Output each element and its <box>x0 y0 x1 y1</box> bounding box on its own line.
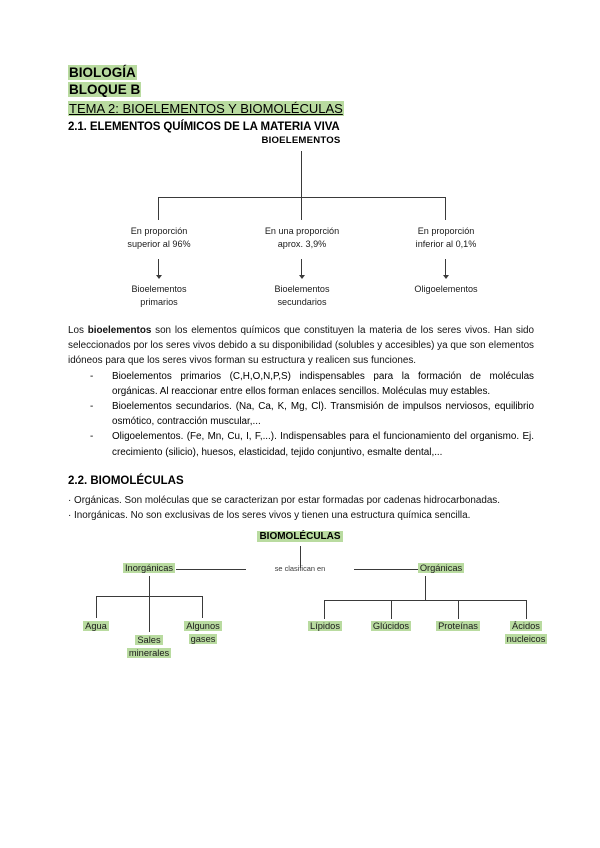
diagram2-left-leaf-2 <box>119 634 179 659</box>
diagram1-branch-3-proportion <box>375 225 517 250</box>
diagram2-left-drop-3 <box>202 596 203 618</box>
biomoleculas-diagram-title <box>220 531 380 542</box>
diagram2-right-leaf-1-line1: Lípidos <box>310 621 340 632</box>
bioelementos-bullet-list <box>68 369 534 460</box>
diagram1-root-stem <box>301 151 302 197</box>
biomoleculas-diagram-title-text: BIOMOLÉCULAS <box>259 531 341 543</box>
diagram2-right-drop-4 <box>526 600 527 619</box>
diagram1-branch-3-proportion-line1: En proporción <box>417 226 475 236</box>
bioelementos-diagram <box>68 135 534 323</box>
bioelementos-intro-paragraph <box>68 323 534 369</box>
diagram1-branch-3-proportion-line2: inferior al 0,1% <box>415 238 477 249</box>
diagram2-right-branch-label-text: Orgánicas <box>419 563 463 574</box>
biomoleculas-diagram <box>68 531 546 679</box>
diagram1-result-3-line1: Oligoelementos <box>414 284 478 294</box>
diagram1-drop-2 <box>301 197 302 220</box>
diagram2-left-leaf-3 <box>172 620 234 645</box>
diagram1-branch-1-proportion <box>88 225 230 250</box>
diagram2-right-branch-label <box>398 562 484 575</box>
diagram2-left-branch-label-text: Inorgánicas <box>124 563 174 574</box>
bullet-marker: - <box>90 401 94 413</box>
list-item <box>90 399 534 429</box>
bullet-text: Bioelementos secundarios. (Na, Ca, K, Mg, Cl). Transmisión de impulsos nerviosos, equilibrio osmótico, contracción muscular,... <box>112 401 534 428</box>
document-title-1-text: BIOLOGÍA <box>69 65 136 80</box>
diagram2-right-leaf-1 <box>296 620 354 633</box>
diagram1-branch-2-proportion-line1: En una proporción <box>264 226 340 236</box>
section-1-heading: 2.1. ELEMENTOS QUÍMICOS DE LA MATERIA VIVA <box>68 121 340 133</box>
diagram1-arrow-head-3 <box>443 275 449 279</box>
diagram2-left-leaf-2-line2: minerales <box>128 647 170 658</box>
document-title-line-2 <box>68 81 534 98</box>
diagram2-right-drop-2 <box>391 600 392 619</box>
document-content <box>68 64 546 679</box>
bullet-marker: - <box>90 370 94 382</box>
diagram2-connector-label: se clasifican en <box>274 564 326 574</box>
diagram2-left-leaf-1 <box>66 620 126 633</box>
document-title-2-text: BLOQUE B <box>69 82 141 97</box>
diagram2-right-leaf-4-line1: Ácidos <box>512 621 540 632</box>
tema-heading <box>68 100 534 118</box>
diagram2-left-stem <box>149 576 150 596</box>
diagram1-branch-2-proportion-line2: aprox. 3,9% <box>277 238 327 249</box>
diagram2-left-leaf-2-line1: Sales <box>137 635 161 646</box>
diagram2-left-leaf-1-line1: Agua <box>85 621 107 632</box>
diagram1-drop-3 <box>445 197 446 220</box>
list-item <box>90 429 534 459</box>
diagram2-right-bar <box>324 600 526 601</box>
diagram2-left-branch-label <box>106 562 192 575</box>
diagram1-result-2-line1: Bioelementos <box>274 284 330 294</box>
diagram2-right-leaf-4-line2: nucleicos <box>506 633 546 644</box>
list-item <box>90 369 534 399</box>
diagram1-arrow-stem-1 <box>158 259 159 276</box>
diagram2-right-drop-1 <box>324 600 325 619</box>
diagram2-left-drop-2 <box>149 596 150 632</box>
bullet-text: Oligoelementos. (Fe, Mn, Cu, I, F,...). Indispensables para el funcionamiento del organismo. Ej. crecimiento (silicio), huesos, elasticidad, tejido conjuntivo, esmalte dental,... <box>112 431 534 458</box>
diagram1-arrow-stem-3 <box>445 259 446 276</box>
inorganicas-line: · Inorgánicas. No son exclusivas de los seres vivos y tienen una estructura química sencilla. <box>68 510 471 522</box>
bullet-text: Bioelementos primarios (C,H,O,N,P,S) indispensables para la formación de moléculas orgánicas. Al reaccionar entre ellos forman enlaces sencillos. Moléculas muy estables. <box>112 370 534 397</box>
diagram1-branch-1-proportion-line1: En proporción <box>130 226 188 236</box>
diagram1-branch-1-proportion-line2: superior al 96% <box>127 238 191 249</box>
bioelementos-diagram-title: BIOELEMENTOS <box>261 135 341 146</box>
diagram2-right-leaf-4 <box>497 620 555 645</box>
document-title-line-1 <box>68 64 534 81</box>
diagram2-right-drop-3 <box>458 600 459 619</box>
intro-bold-term: bioelementos <box>87 325 152 336</box>
diagram1-branch-2-proportion <box>231 225 373 250</box>
diagram2-right-leaf-2-line1: Glúcidos <box>372 621 410 632</box>
diagram2-right-leaf-3 <box>429 620 487 633</box>
diagram2-right-leaf-3-line1: Proteínas <box>438 621 478 632</box>
diagram1-result-1 <box>88 283 230 308</box>
diagram1-drop-1 <box>158 197 159 220</box>
diagram1-result-1-line1: Bioelementos <box>131 284 187 294</box>
diagram2-left-drop-1 <box>96 596 97 618</box>
bullet-marker: - <box>90 431 94 443</box>
diagram2-left-leaf-3-line2: gases <box>190 633 216 644</box>
intro-before-bold: Los <box>68 325 88 336</box>
diagram1-result-2 <box>231 283 373 308</box>
diagram2-right-leaf-2 <box>362 620 420 633</box>
tema-heading-text: TEMA 2: BIOELEMENTOS Y BIOMOLÉCULAS <box>69 101 343 116</box>
diagram1-arrow-head-2 <box>299 275 305 279</box>
diagram2-left-leaf-3-line1: Algunos <box>186 621 220 632</box>
diagram1-arrow-stem-2 <box>301 259 302 276</box>
intro-after-bold: son los elementos químicos que constituyen la materia de los seres vivos. Han sido seleccionados por los seres vivos debido a su disponibilidad (solubles y accesibles) ya que son elementos idóneos para que los seres vivos forman su estructura y realicen sus funciones. <box>68 325 534 367</box>
organicas-line: · Orgánicas. Son moléculas que se caracterizan por estar formadas por cadenas hidrocarbonadas. <box>68 494 500 506</box>
diagram2-right-stem <box>425 576 426 600</box>
diagram1-result-1-line2: primarios <box>140 296 178 307</box>
section-2-heading: 2.2. BIOMOLÉCULAS <box>68 474 184 487</box>
diagram1-arrow-head-1 <box>156 275 162 279</box>
diagram1-result-2-line2: secundarios <box>277 296 327 307</box>
diagram1-result-3 <box>375 283 517 296</box>
